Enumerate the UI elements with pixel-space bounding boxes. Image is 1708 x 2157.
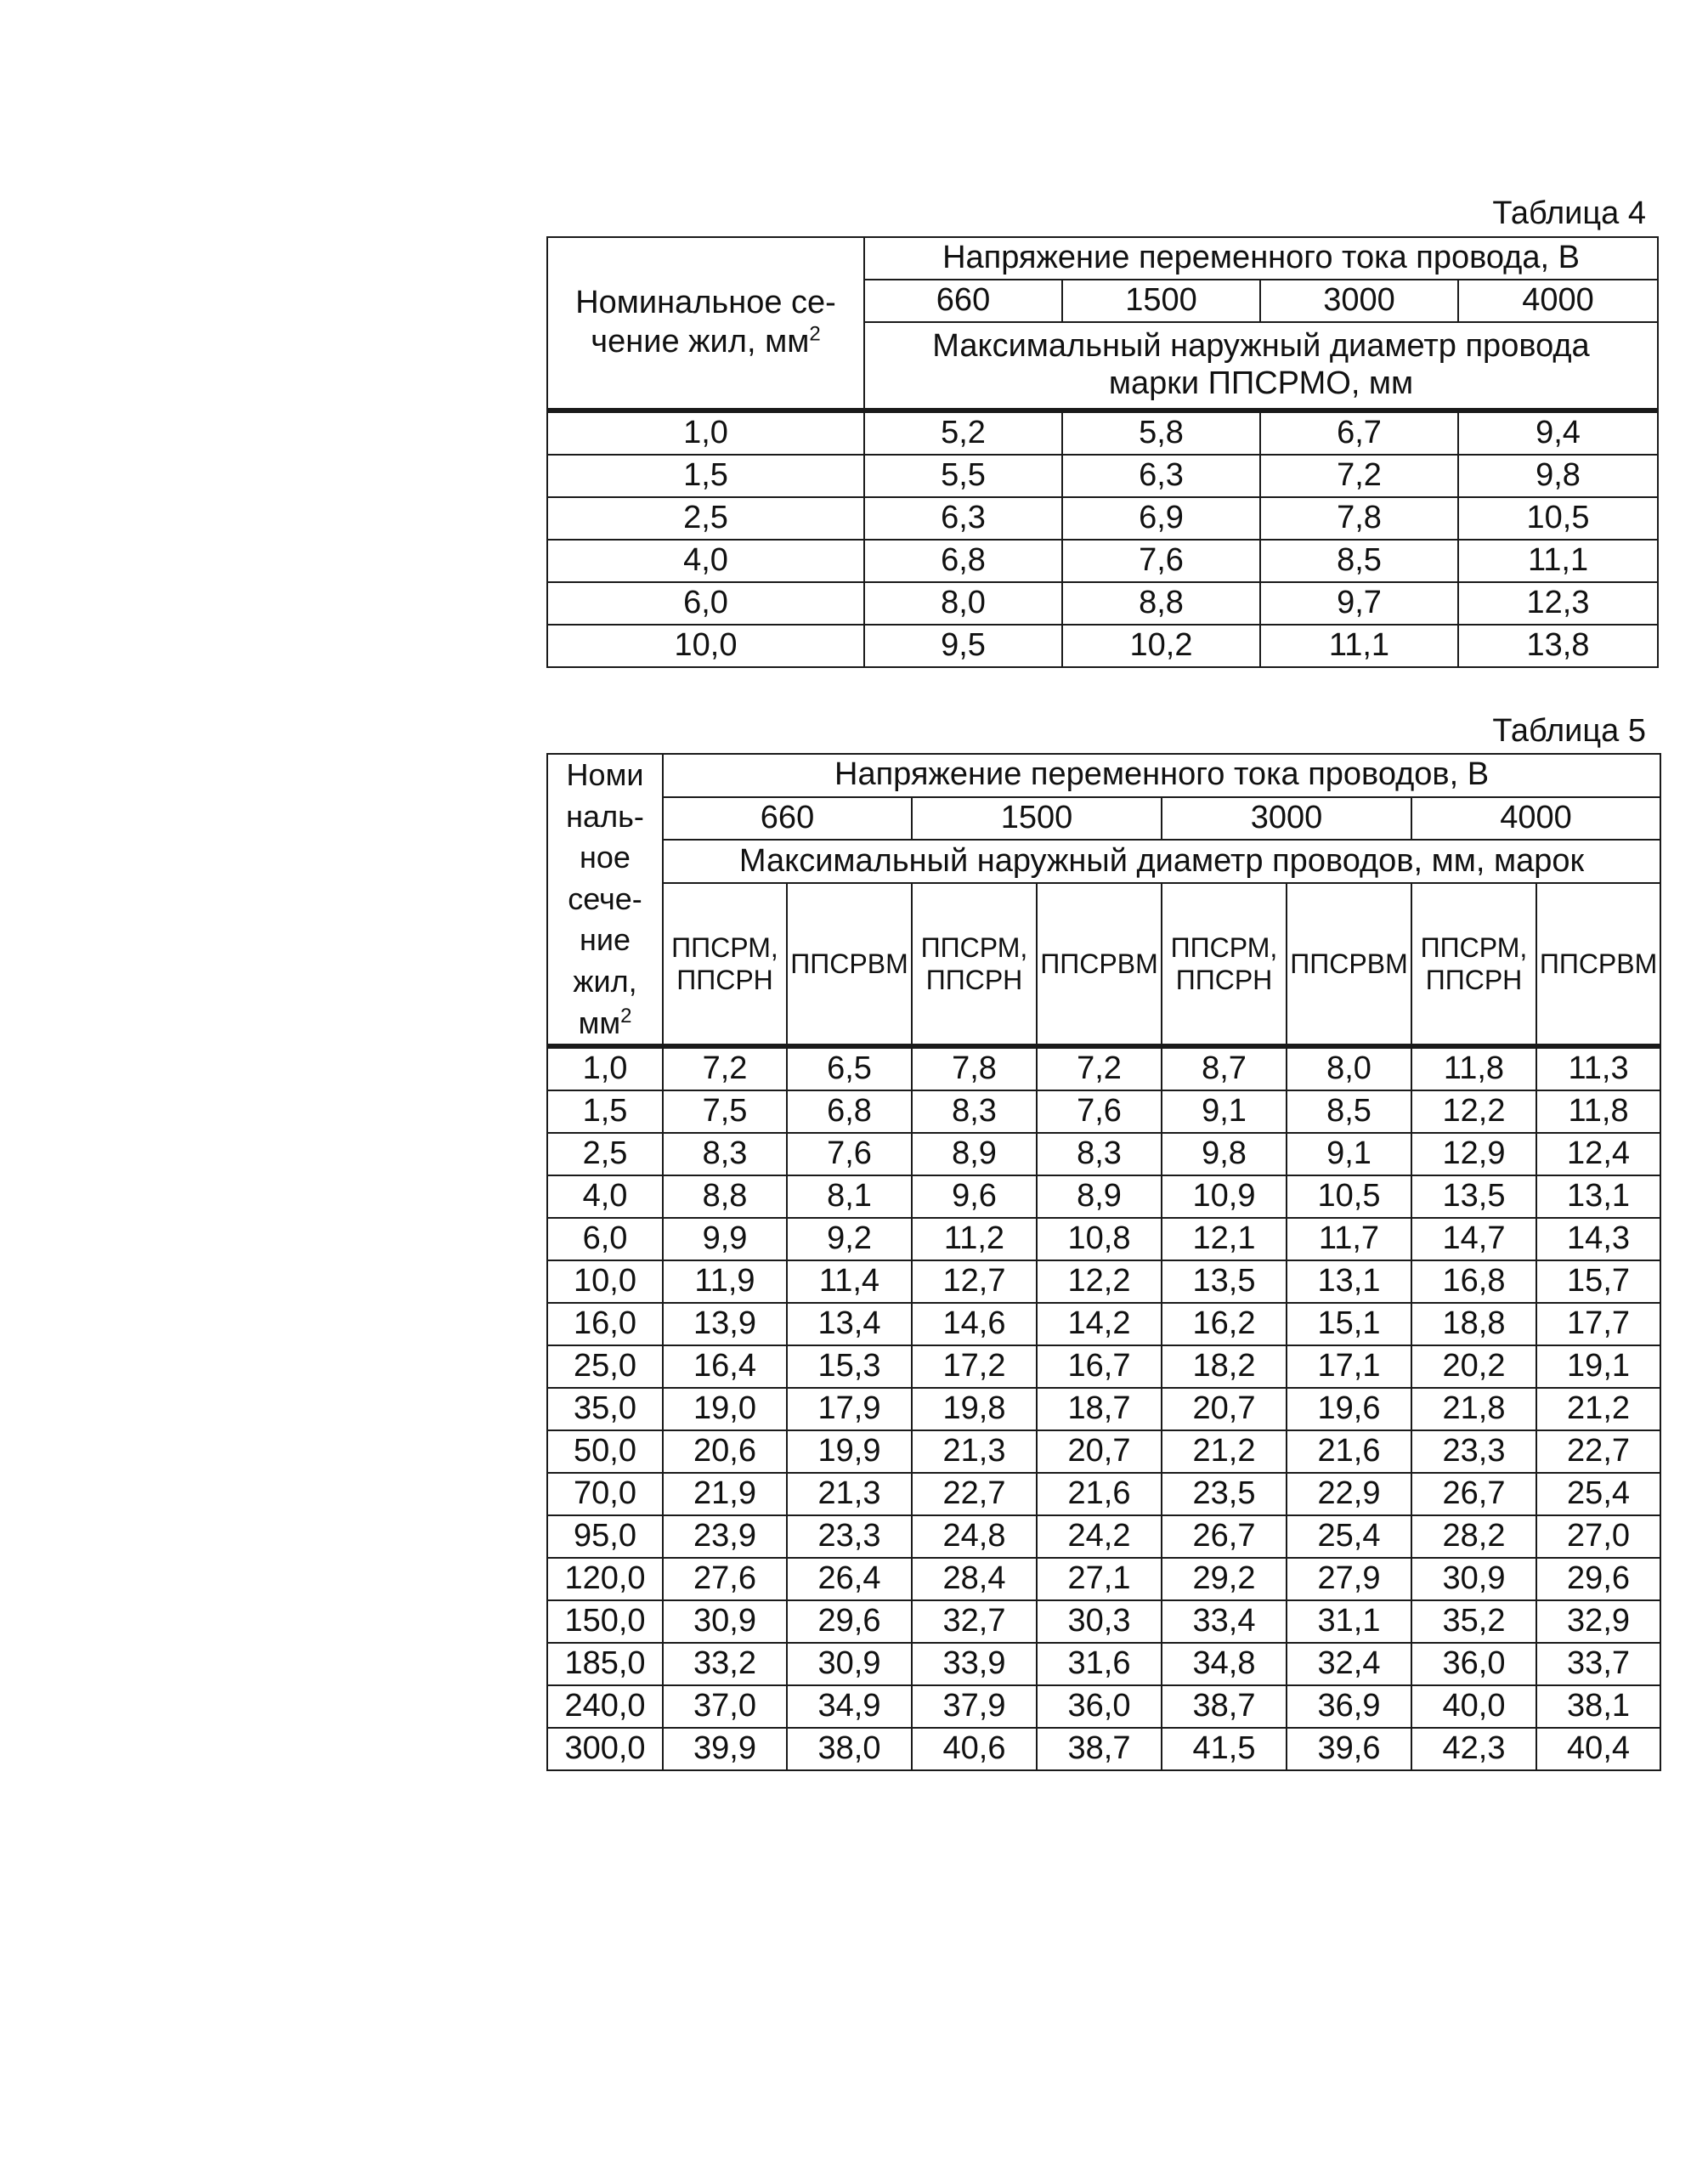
table4-section-cell: 6,0 xyxy=(547,582,864,625)
table4-voltage-3000: 3000 xyxy=(1260,280,1458,322)
table5-diameter-cell: 33,9 xyxy=(912,1643,1037,1685)
table5-diameter-cell: 21,9 xyxy=(663,1473,787,1515)
table5-brand-a-line2: ППСРН xyxy=(1425,964,1523,995)
table4-diameter-cell: 6,7 xyxy=(1260,410,1458,455)
table5-diameter-cell: 40,6 xyxy=(912,1728,1037,1770)
table5-brand-ppsrm-ppsrn xyxy=(663,883,787,1046)
table5-brand-ppsrm-ppsrn xyxy=(1162,883,1287,1046)
table4-diameter-cell: 6,9 xyxy=(1062,497,1260,540)
table5-row xyxy=(547,1175,1660,1218)
table5-row xyxy=(547,1260,1660,1303)
table5-diameter-cell: 8,3 xyxy=(1037,1133,1162,1175)
table5-diameter-cell: 18,2 xyxy=(1162,1345,1287,1388)
table5-section-cell: 240,0 xyxy=(547,1685,663,1728)
table5-row xyxy=(547,1728,1660,1770)
table5-diameter-cell: 9,1 xyxy=(1162,1090,1287,1133)
table5-diameter-cell: 40,0 xyxy=(1411,1685,1536,1728)
table5-diameter-cell: 31,6 xyxy=(1037,1643,1162,1685)
table5-row xyxy=(547,1430,1660,1473)
table5-diameter-cell: 12,1 xyxy=(1162,1218,1287,1260)
table5-corner-header xyxy=(547,754,663,1046)
table5-brand-a-line2: ППСРН xyxy=(1175,964,1273,995)
table5-corner-line: Номи xyxy=(566,757,644,792)
table5-diameter-cell: 17,9 xyxy=(787,1388,912,1430)
table5-diameter-cell: 21,3 xyxy=(912,1430,1037,1473)
table5-diameter-cell: 39,6 xyxy=(1287,1728,1411,1770)
table5-section-cell: 50,0 xyxy=(547,1430,663,1473)
table5-section-cell: 10,0 xyxy=(547,1260,663,1303)
table4-caption: Таблица 4 xyxy=(1492,195,1646,231)
table5-section-cell: 1,0 xyxy=(547,1046,663,1090)
table5-diameter-cell: 9,2 xyxy=(787,1218,912,1260)
table5-diameter-cell: 28,4 xyxy=(912,1558,1037,1600)
table5-row xyxy=(547,1558,1660,1600)
table5-diameter-cell: 9,6 xyxy=(912,1175,1037,1218)
table5-diameter-cell: 10,9 xyxy=(1162,1175,1287,1218)
table5-diameter-cell: 20,2 xyxy=(1411,1345,1536,1388)
table4-voltage-4000: 4000 xyxy=(1458,280,1658,322)
table5-diameter-cell: 23,3 xyxy=(1411,1430,1536,1473)
table5-diameter-cell: 16,2 xyxy=(1162,1303,1287,1345)
table5-diameter-cell: 27,1 xyxy=(1037,1558,1162,1600)
table5-diameter-cell: 14,3 xyxy=(1536,1218,1660,1260)
table5-diameter-cell: 38,1 xyxy=(1536,1685,1660,1728)
table5-diameter-cell: 21,8 xyxy=(1411,1388,1536,1430)
table5-voltage-660: 660 xyxy=(663,797,912,841)
table5-diameter-cell: 23,5 xyxy=(1162,1473,1287,1515)
table5-corner-line: ние xyxy=(579,922,631,958)
table5-section-cell: 16,0 xyxy=(547,1303,663,1345)
table5-brand-a-line1: ППСРМ, xyxy=(920,931,1028,963)
table5-diameter-cell: 11,7 xyxy=(1287,1218,1411,1260)
table5-diameter-cell: 30,9 xyxy=(1411,1558,1536,1600)
table5-diameter-cell: 19,1 xyxy=(1536,1345,1660,1388)
table4-diameter-cell: 5,8 xyxy=(1062,410,1260,455)
table5-diameter-cell: 17,7 xyxy=(1536,1303,1660,1345)
table5-diameter-cell: 11,3 xyxy=(1536,1046,1660,1090)
table4-diameter-cell: 8,0 xyxy=(864,582,1062,625)
table5-diameter-cell: 8,0 xyxy=(1287,1046,1411,1090)
table5-diameter-cell: 39,9 xyxy=(663,1728,787,1770)
table5-diameter-cell: 14,7 xyxy=(1411,1218,1536,1260)
table5-brand-ppsrvm: ППСРВМ xyxy=(1287,883,1411,1046)
table5-section-cell: 25,0 xyxy=(547,1345,663,1388)
table5-diameter-cell: 13,1 xyxy=(1287,1260,1411,1303)
table5-corner-sup: 2 xyxy=(620,1004,632,1028)
table5-diameter-cell: 29,2 xyxy=(1162,1558,1287,1600)
table5-section-cell: 185,0 xyxy=(547,1643,663,1685)
table5-diameter-cell: 35,2 xyxy=(1411,1600,1536,1643)
table4-row xyxy=(547,625,1658,667)
table5-diameter-cell: 12,2 xyxy=(1037,1260,1162,1303)
table5-diameter-cell: 13,5 xyxy=(1162,1260,1287,1303)
table5-diameter-cell: 26,7 xyxy=(1162,1515,1287,1558)
table5-diameter-cell: 34,8 xyxy=(1162,1643,1287,1685)
table5-diameter-cell: 21,3 xyxy=(787,1473,912,1515)
table5-diameter-cell: 12,9 xyxy=(1411,1133,1536,1175)
table5-diameter-cell: 42,3 xyxy=(1411,1728,1536,1770)
table5-voltage-title: Напряжение переменного тока проводов, В xyxy=(663,754,1660,797)
table5-diameter-cell: 8,7 xyxy=(1162,1046,1287,1090)
table4-diameter-cell: 10,2 xyxy=(1062,625,1260,667)
table5-section-cell: 95,0 xyxy=(547,1515,663,1558)
table4-diameter-cell: 12,3 xyxy=(1458,582,1658,625)
table5-section-cell: 70,0 xyxy=(547,1473,663,1515)
table5-diameter-cell: 36,9 xyxy=(1287,1685,1411,1728)
table5-diameter-cell: 38,0 xyxy=(787,1728,912,1770)
table4-corner-line1: Номинальное се- xyxy=(575,285,836,321)
table5-corner-last: мм xyxy=(578,1005,621,1040)
table5-diameter-cell: 41,5 xyxy=(1162,1728,1287,1770)
table5-section-cell: 2,5 xyxy=(547,1133,663,1175)
table4-diameter-cell: 7,2 xyxy=(1260,455,1458,497)
table5-diameter-cell: 13,1 xyxy=(1536,1175,1660,1218)
table5-diameter-cell: 30,3 xyxy=(1037,1600,1162,1643)
table4-diameter-cell: 8,8 xyxy=(1062,582,1260,625)
table5-diameter-cell: 29,6 xyxy=(787,1600,912,1643)
table5-brand-a-line1: ППСРМ, xyxy=(1170,931,1278,963)
table5-diameter-cell: 26,4 xyxy=(787,1558,912,1600)
table4-row xyxy=(547,540,1658,582)
table5-diameter-cell: 25,4 xyxy=(1536,1473,1660,1515)
table5-diameter-cell: 28,2 xyxy=(1411,1515,1536,1558)
table4-diameter-cell: 6,8 xyxy=(864,540,1062,582)
table5-diameter-cell: 33,2 xyxy=(663,1643,787,1685)
table5-corner-line: сече- xyxy=(568,880,642,916)
table5-diameter-cell: 18,7 xyxy=(1037,1388,1162,1430)
table5-diameter-cell: 38,7 xyxy=(1037,1728,1162,1770)
table4-diameter-cell: 9,7 xyxy=(1260,582,1458,625)
table5-diameter-cell: 21,6 xyxy=(1287,1430,1411,1473)
table5-diameter-cell: 33,7 xyxy=(1536,1643,1660,1685)
table4-diameter-cell: 9,4 xyxy=(1458,410,1658,455)
table5-diameter-cell: 37,9 xyxy=(912,1685,1037,1728)
table5-diameter-cell: 30,9 xyxy=(663,1600,787,1643)
table4-section-cell: 1,5 xyxy=(547,455,864,497)
table4-corner-sup: 2 xyxy=(809,322,821,346)
table4-diameter-cell: 9,8 xyxy=(1458,455,1658,497)
table5-diameter-cell: 15,3 xyxy=(787,1345,912,1388)
table4-row xyxy=(547,497,1658,540)
table5-brand-row xyxy=(547,883,1660,1046)
table5-diameter-cell: 11,9 xyxy=(663,1260,787,1303)
table5-brand-ppsrvm: ППСРВМ xyxy=(1536,883,1660,1046)
table4-diameter-cell: 11,1 xyxy=(1260,625,1458,667)
table5-diameter-cell: 8,9 xyxy=(912,1133,1037,1175)
table5-diameter-cell: 7,2 xyxy=(663,1046,787,1090)
table4-diameter-cell: 13,8 xyxy=(1458,625,1658,667)
table5-diameter-cell: 8,8 xyxy=(663,1175,787,1218)
table5-row xyxy=(547,1685,1660,1728)
table5-diameter-cell: 18,8 xyxy=(1411,1303,1536,1345)
table4-body xyxy=(547,410,1658,667)
table5-diameter-cell: 21,6 xyxy=(1037,1473,1162,1515)
table4-diameter-cell: 5,5 xyxy=(864,455,1062,497)
table5-section-cell: 120,0 xyxy=(547,1558,663,1600)
table5-diameter-cell: 6,8 xyxy=(787,1090,912,1133)
table4-voltage-title: Напряжение переменного тока провода, В xyxy=(864,237,1658,280)
table4-diameter-line2: марки ППСРМО, мм xyxy=(1108,365,1414,401)
table5-diameter-cell: 31,1 xyxy=(1287,1600,1411,1643)
table4-diameter-cell: 6,3 xyxy=(1062,455,1260,497)
table5-diameter-cell: 13,5 xyxy=(1411,1175,1536,1218)
table5-diameter-cell: 32,9 xyxy=(1536,1600,1660,1643)
table5-diameter-cell: 21,2 xyxy=(1162,1430,1287,1473)
table5-voltage-4000: 4000 xyxy=(1411,797,1660,841)
table4-corner-header xyxy=(547,237,864,410)
table5-diameter-cell: 11,8 xyxy=(1536,1090,1660,1133)
table5-diameter-cell: 17,2 xyxy=(912,1345,1037,1388)
table5-diameter-cell: 11,8 xyxy=(1411,1046,1536,1090)
table4-diameter-title xyxy=(864,322,1658,410)
table5-section-cell: 6,0 xyxy=(547,1218,663,1260)
table5-diameter-cell: 17,1 xyxy=(1287,1345,1411,1388)
table5-section-cell: 150,0 xyxy=(547,1600,663,1643)
table4-diameter-cell: 11,1 xyxy=(1458,540,1658,582)
table5-diameter-cell: 36,0 xyxy=(1411,1643,1536,1685)
table5-diameter-cell: 9,8 xyxy=(1162,1133,1287,1175)
table5-diameter-cell: 8,9 xyxy=(1037,1175,1162,1218)
table5-diameter-cell: 23,3 xyxy=(787,1515,912,1558)
table5-diameter-cell: 11,2 xyxy=(912,1218,1037,1260)
table5-diameter-cell: 33,4 xyxy=(1162,1600,1287,1643)
table5-diameter-cell: 12,2 xyxy=(1411,1090,1536,1133)
table5-section-cell: 35,0 xyxy=(547,1388,663,1430)
table5-brand-a-line2: ППСРН xyxy=(676,964,773,995)
table5-diameter-cell: 8,3 xyxy=(663,1133,787,1175)
table5-diameter-cell: 20,7 xyxy=(1037,1430,1162,1473)
table5-diameter-cell: 20,6 xyxy=(663,1430,787,1473)
table4-section-cell: 10,0 xyxy=(547,625,864,667)
table5-diameter-cell: 7,6 xyxy=(787,1133,912,1175)
table5-row xyxy=(547,1133,1660,1175)
table5-diameter-cell: 10,5 xyxy=(1287,1175,1411,1218)
table4-voltage-1500: 1500 xyxy=(1062,280,1260,322)
table4 xyxy=(546,236,1659,668)
table5-diameter-cell: 8,3 xyxy=(912,1090,1037,1133)
table4-row xyxy=(547,410,1658,455)
table5-section-cell: 4,0 xyxy=(547,1175,663,1218)
table5-diameter-cell: 25,4 xyxy=(1287,1515,1411,1558)
table5-corner-line: наль- xyxy=(566,798,644,834)
table5-diameter-cell: 26,7 xyxy=(1411,1473,1536,1515)
table5-corner-line: жил, xyxy=(573,963,637,999)
table5-diameter-cell: 16,8 xyxy=(1411,1260,1536,1303)
table4-section-cell: 2,5 xyxy=(547,497,864,540)
table5-diameter-cell: 22,7 xyxy=(1536,1430,1660,1473)
table5-section-cell: 300,0 xyxy=(547,1728,663,1770)
table5-brand-ppsrvm: ППСРВМ xyxy=(787,883,912,1046)
table5-row xyxy=(547,1303,1660,1345)
table5-diameter-cell: 9,1 xyxy=(1287,1133,1411,1175)
table5-caption: Таблица 5 xyxy=(1492,713,1646,749)
table5-row xyxy=(547,1090,1660,1133)
table5-diameter-cell: 14,2 xyxy=(1037,1303,1162,1345)
table5-diameter-cell: 36,0 xyxy=(1037,1685,1162,1728)
table5-diameter-cell: 19,9 xyxy=(787,1430,912,1473)
table5-diameter-cell: 21,2 xyxy=(1536,1388,1660,1430)
table5-diameter-cell: 24,2 xyxy=(1037,1515,1162,1558)
table5-diameter-cell: 32,4 xyxy=(1287,1643,1411,1685)
table4-diameter-cell: 9,5 xyxy=(864,625,1062,667)
table5-diameter-cell: 10,8 xyxy=(1037,1218,1162,1260)
table5-diameter-cell: 27,0 xyxy=(1536,1515,1660,1558)
table5-row xyxy=(547,1643,1660,1685)
table5-diameter-cell: 7,2 xyxy=(1037,1046,1162,1090)
table5-diameter-cell: 7,5 xyxy=(663,1090,787,1133)
table4-section-cell: 4,0 xyxy=(547,540,864,582)
table4-row xyxy=(547,455,1658,497)
table5-brand-ppsrm-ppsrn xyxy=(912,883,1037,1046)
table4-diameter-line1: Максимальный наружный диаметр провода xyxy=(932,328,1590,365)
table5-diameter-cell: 27,9 xyxy=(1287,1558,1411,1600)
table5-row xyxy=(547,1046,1660,1090)
table4-diameter-cell: 8,5 xyxy=(1260,540,1458,582)
table5-diameter-cell: 24,8 xyxy=(912,1515,1037,1558)
table5-voltage-3000: 3000 xyxy=(1162,797,1411,841)
table4-corner-line2: чение жил, мм xyxy=(591,324,810,360)
table5-brand-a-line2: ППСРН xyxy=(925,964,1023,995)
table5-diameter-cell: 34,9 xyxy=(787,1685,912,1728)
table5-diameter-cell: 11,4 xyxy=(787,1260,912,1303)
table4-diameter-cell: 7,8 xyxy=(1260,497,1458,540)
table5-diameter-cell: 12,7 xyxy=(912,1260,1037,1303)
table5-diameter-cell: 38,7 xyxy=(1162,1685,1287,1728)
table5-row xyxy=(547,1600,1660,1643)
table5-diameter-cell: 37,0 xyxy=(663,1685,787,1728)
table4-diameter-cell: 10,5 xyxy=(1458,497,1658,540)
table5-diameter-cell: 20,7 xyxy=(1162,1388,1287,1430)
table5-diameter-cell: 13,4 xyxy=(787,1303,912,1345)
table5-section-cell: 1,5 xyxy=(547,1090,663,1133)
table5-brand-a-line1: ППСРМ, xyxy=(671,931,778,963)
table5-diameter-cell: 16,7 xyxy=(1037,1345,1162,1388)
table5-diameter-cell: 32,7 xyxy=(912,1600,1037,1643)
table5-diameter-cell: 22,9 xyxy=(1287,1473,1411,1515)
table5-diameter-cell: 14,6 xyxy=(912,1303,1037,1345)
table5-diameter-cell: 15,7 xyxy=(1536,1260,1660,1303)
table5-diameter-cell: 7,8 xyxy=(912,1046,1037,1090)
table5-row xyxy=(547,1515,1660,1558)
table4-diameter-cell: 7,6 xyxy=(1062,540,1260,582)
table5-diameter-title: Максимальный наружный диаметр проводов, мм, марок xyxy=(663,840,1660,883)
table4-row xyxy=(547,582,1658,625)
table5-diameter-cell: 29,6 xyxy=(1536,1558,1660,1600)
table5-diameter-cell: 23,9 xyxy=(663,1515,787,1558)
table5-diameter-cell: 30,9 xyxy=(787,1643,912,1685)
table5-diameter-cell: 15,1 xyxy=(1287,1303,1411,1345)
table5-diameter-cell: 19,8 xyxy=(912,1388,1037,1430)
table5 xyxy=(546,753,1661,1771)
table5-diameter-cell: 27,6 xyxy=(663,1558,787,1600)
table5-row xyxy=(547,1388,1660,1430)
table5-diameter-cell: 13,9 xyxy=(663,1303,787,1345)
table5-brand-ppsrm-ppsrn xyxy=(1411,883,1536,1046)
table5-brand-ppsrvm: ППСРВМ xyxy=(1037,883,1162,1046)
table5-brand-a-line1: ППСРМ, xyxy=(1420,931,1528,963)
table5-row xyxy=(547,1473,1660,1515)
table4-voltage-660: 660 xyxy=(864,280,1062,322)
table5-diameter-cell: 6,5 xyxy=(787,1046,912,1090)
table5-body xyxy=(547,1046,1660,1770)
table5-row xyxy=(547,1345,1660,1388)
table5-diameter-cell: 19,0 xyxy=(663,1388,787,1430)
table5-diameter-cell: 7,6 xyxy=(1037,1090,1162,1133)
table4-diameter-cell: 5,2 xyxy=(864,410,1062,455)
table5-diameter-cell: 22,7 xyxy=(912,1473,1037,1515)
table5-diameter-cell: 8,1 xyxy=(787,1175,912,1218)
table5-diameter-cell: 19,6 xyxy=(1287,1388,1411,1430)
table5-voltage-1500: 1500 xyxy=(912,797,1162,841)
table5-diameter-cell: 8,5 xyxy=(1287,1090,1411,1133)
table5-row xyxy=(547,1218,1660,1260)
table5-diameter-cell: 12,4 xyxy=(1536,1133,1660,1175)
table5-corner-line: ное xyxy=(580,840,631,875)
table4-diameter-cell: 6,3 xyxy=(864,497,1062,540)
table4-section-cell: 1,0 xyxy=(547,410,864,455)
table5-diameter-cell: 9,9 xyxy=(663,1218,787,1260)
table5-diameter-cell: 16,4 xyxy=(663,1345,787,1388)
table5-diameter-cell: 40,4 xyxy=(1536,1728,1660,1770)
